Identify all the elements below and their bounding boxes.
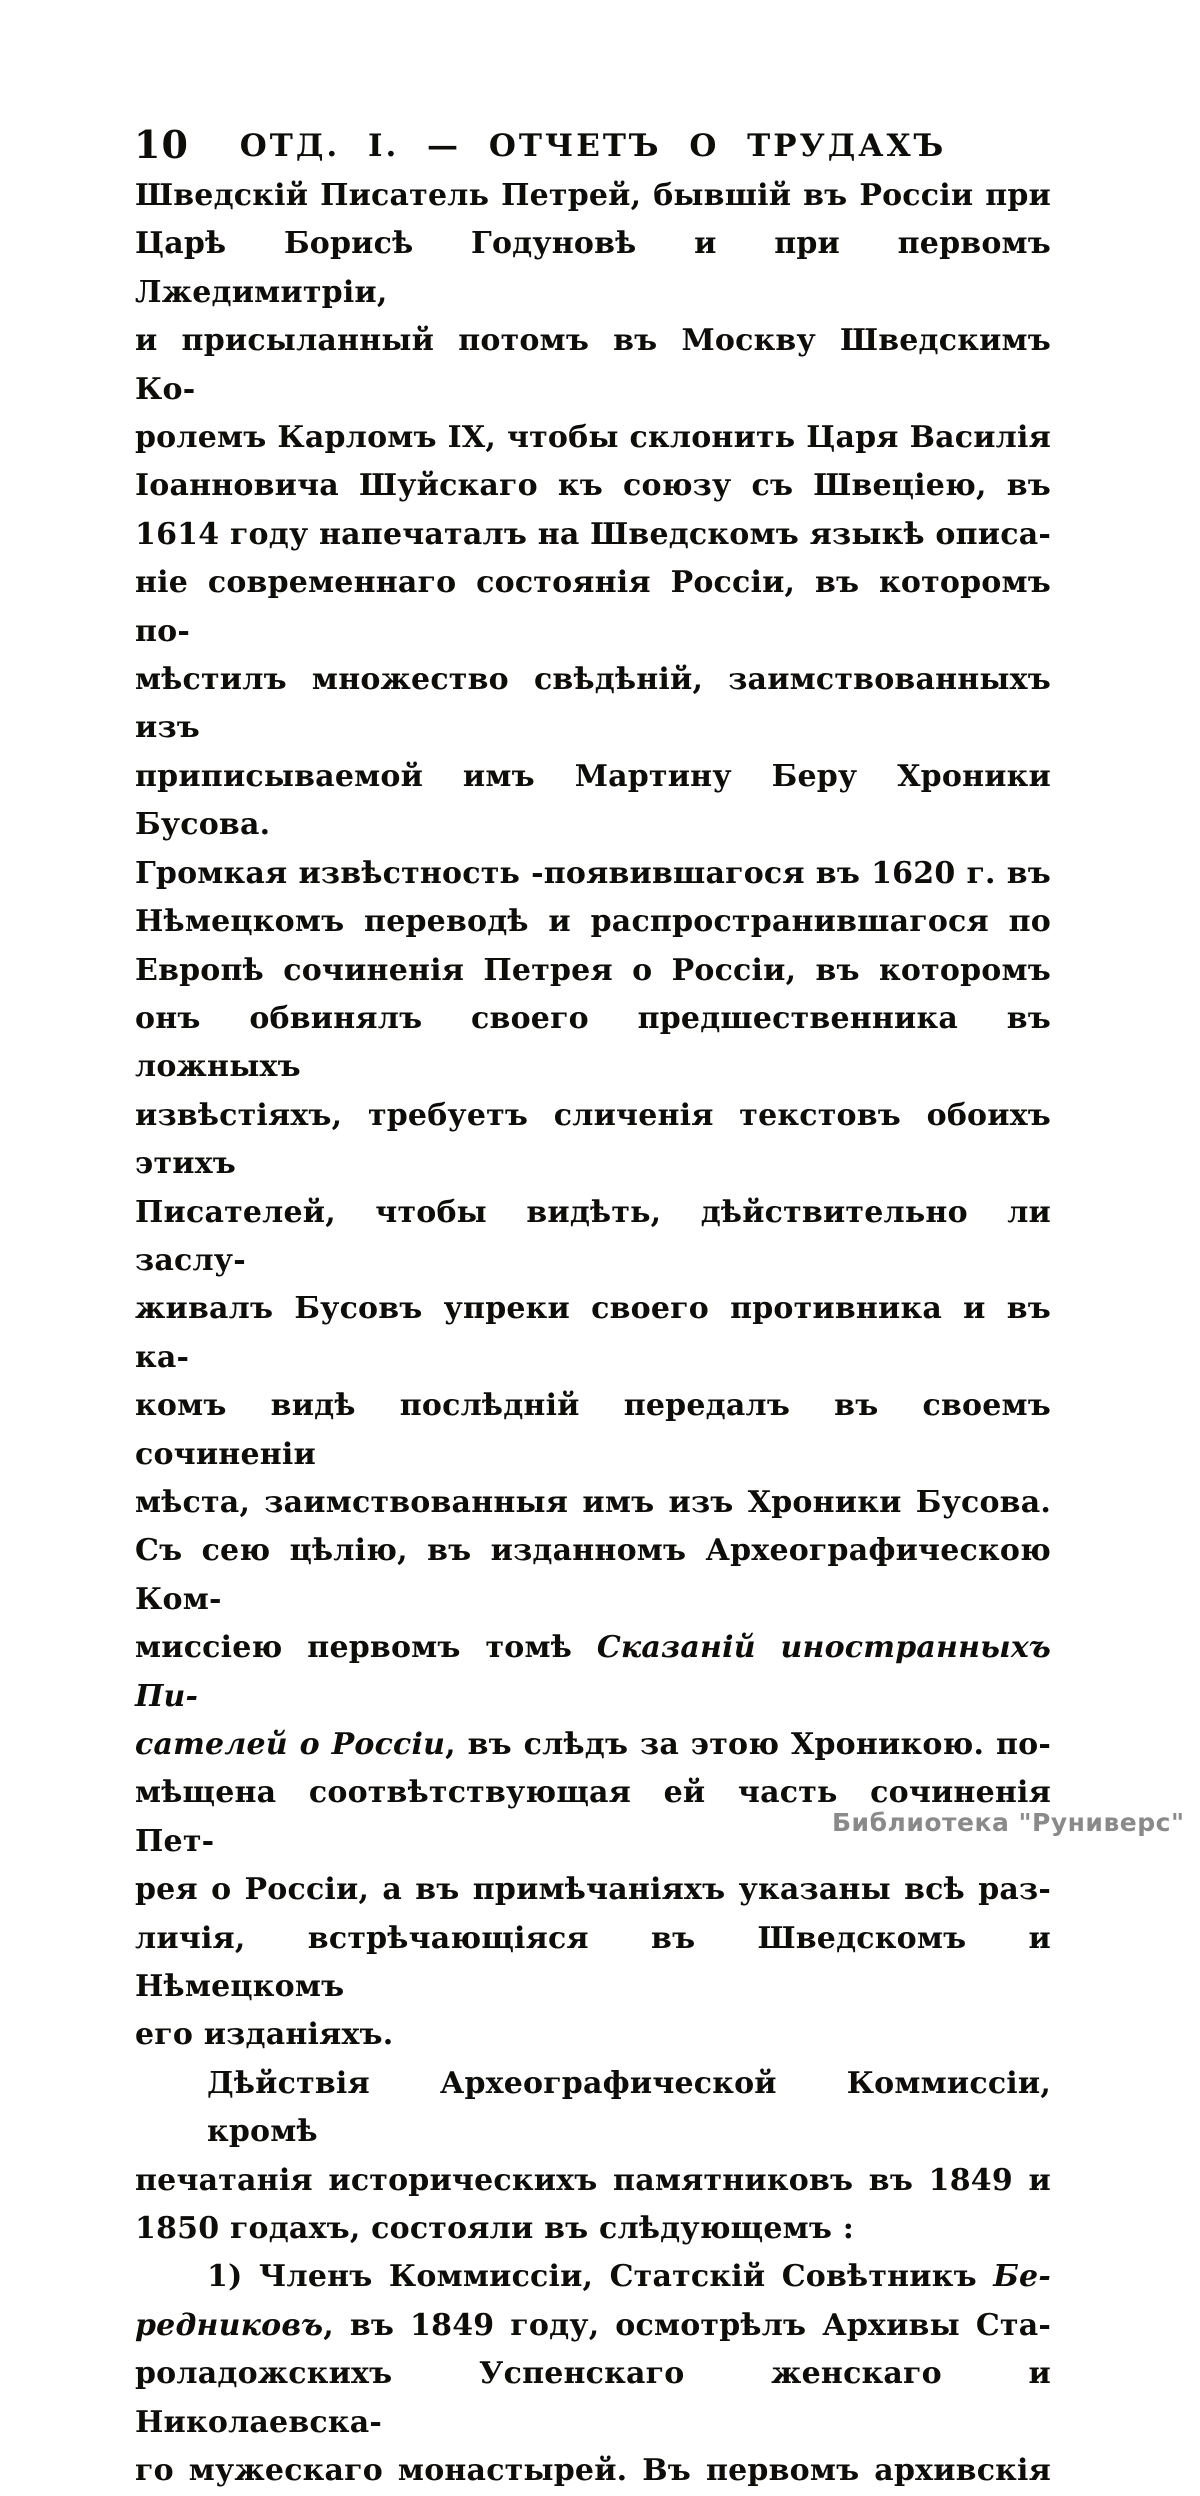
text-line: живалъ Бусовъ упреки своего противника и въ ка- — [135, 1291, 1051, 1375]
text-line: и присыланный потомъ въ Москву Шведскимъ Ко- — [135, 323, 1051, 407]
page-header: ОТД. І. — ОТЧЕТЪ О ТРУДАХЪ — [239, 128, 947, 164]
text-line: рея о Россіи, а въ примѣчаніяхъ указаны всѣ раз- — [135, 1872, 1051, 1908]
text-line: Шведскій Писатель Петрей, бывшій въ Россіи при — [135, 178, 1051, 213]
watermark: Библиотека "Руниверс" — [832, 1808, 1185, 1837]
text-line: сателей о Россіи, въ слѣдъ за этою Хроникою. по- — [135, 1727, 1051, 1762]
text-line: миссіею первомъ томѣ Сказаній иностранныхъ Пи- — [135, 1630, 1051, 1714]
text-line: Царѣ Борисѣ Годуновѣ и при первомъ Лжедимитріи, — [135, 226, 1051, 310]
text-line: личія, встрѣчающіяся въ Шведскомъ и Нѣмецкомъ — [135, 1920, 1051, 2005]
text-line: ролемъ Карломъ IX, чтобы склонить Царя Василія — [135, 420, 1051, 456]
text-line: Съ сею цѣлію, въ изданномъ Археографическою Ком- — [135, 1533, 1051, 1617]
text-line: мѣщена соотвѣтствующая ей часть сочиненія Пет- — [135, 1775, 1051, 1859]
text-line: ніе современнаго состоянія Россіи, въ которомъ по- — [135, 565, 1051, 649]
text-line: Нѣмецкомъ переводѣ и распространившагося по — [135, 904, 1051, 940]
text-line: его изданіяхъ. — [135, 2017, 394, 2053]
text-line: печатанія историческихъ памятниковъ въ 1849 и — [135, 2162, 1051, 2198]
text-block — [135, 172, 1051, 2496]
text-line: редниковъ, въ 1849 году, осмотрѣлъ Архивы Ста- — [135, 2307, 1051, 2343]
text-line: 1850 годахъ, состояли въ слѣдующемъ : — [135, 2211, 855, 2247]
text-line: мѣста, заимствованныя имъ изъ Хроники Бусова. — [135, 1484, 1051, 1520]
text-line: 1614 году напечаталъ на Шведскомъ языкѣ описа- — [135, 516, 1051, 552]
text-line: Дѣйствія Археографической Коммиссіи, кромѣ — [207, 2065, 1051, 2150]
text-line: Писателей, чтобы видѣть, дѣйствительно ли заслу- — [135, 1194, 1051, 1278]
text-line: го мужескаго монастырей. Въ первомъ архивскія — [135, 2453, 1051, 2489]
text-line: Европѣ сочиненія Петрея о Россіи, въ которомъ — [135, 952, 1051, 988]
text-line: роладожскихъ Успенскаго женскаго и Николаевска- — [135, 2356, 1051, 2440]
text-line: мѣстилъ множество свѣдѣній, заимствованныхъ изъ — [135, 662, 1051, 746]
text-line: Громкая извѣстность -появившагося въ 1620 г. въ — [135, 855, 1051, 891]
text-line: онъ обвинялъ своего предшественника въ ложныхъ — [135, 1000, 1051, 1085]
text-line: комъ видѣ послѣдній передалъ въ своемъ сочиненіи — [135, 1388, 1051, 1472]
text-line: приписываемой имъ Мартину Беру Хроники Бусова. — [135, 758, 1051, 843]
text-line: Іоанновича Шуйскаго къ союзу съ Швеціею, въ — [135, 468, 1051, 504]
page-number: 10 — [134, 122, 189, 167]
text-line: извѣстіяхъ, требуетъ сличенія текстовъ обоихъ этихъ — [135, 1097, 1051, 1182]
text-line: 1) Членъ Коммиссіи, Статскій Совѣтникъ Бе- — [207, 2259, 1051, 2295]
